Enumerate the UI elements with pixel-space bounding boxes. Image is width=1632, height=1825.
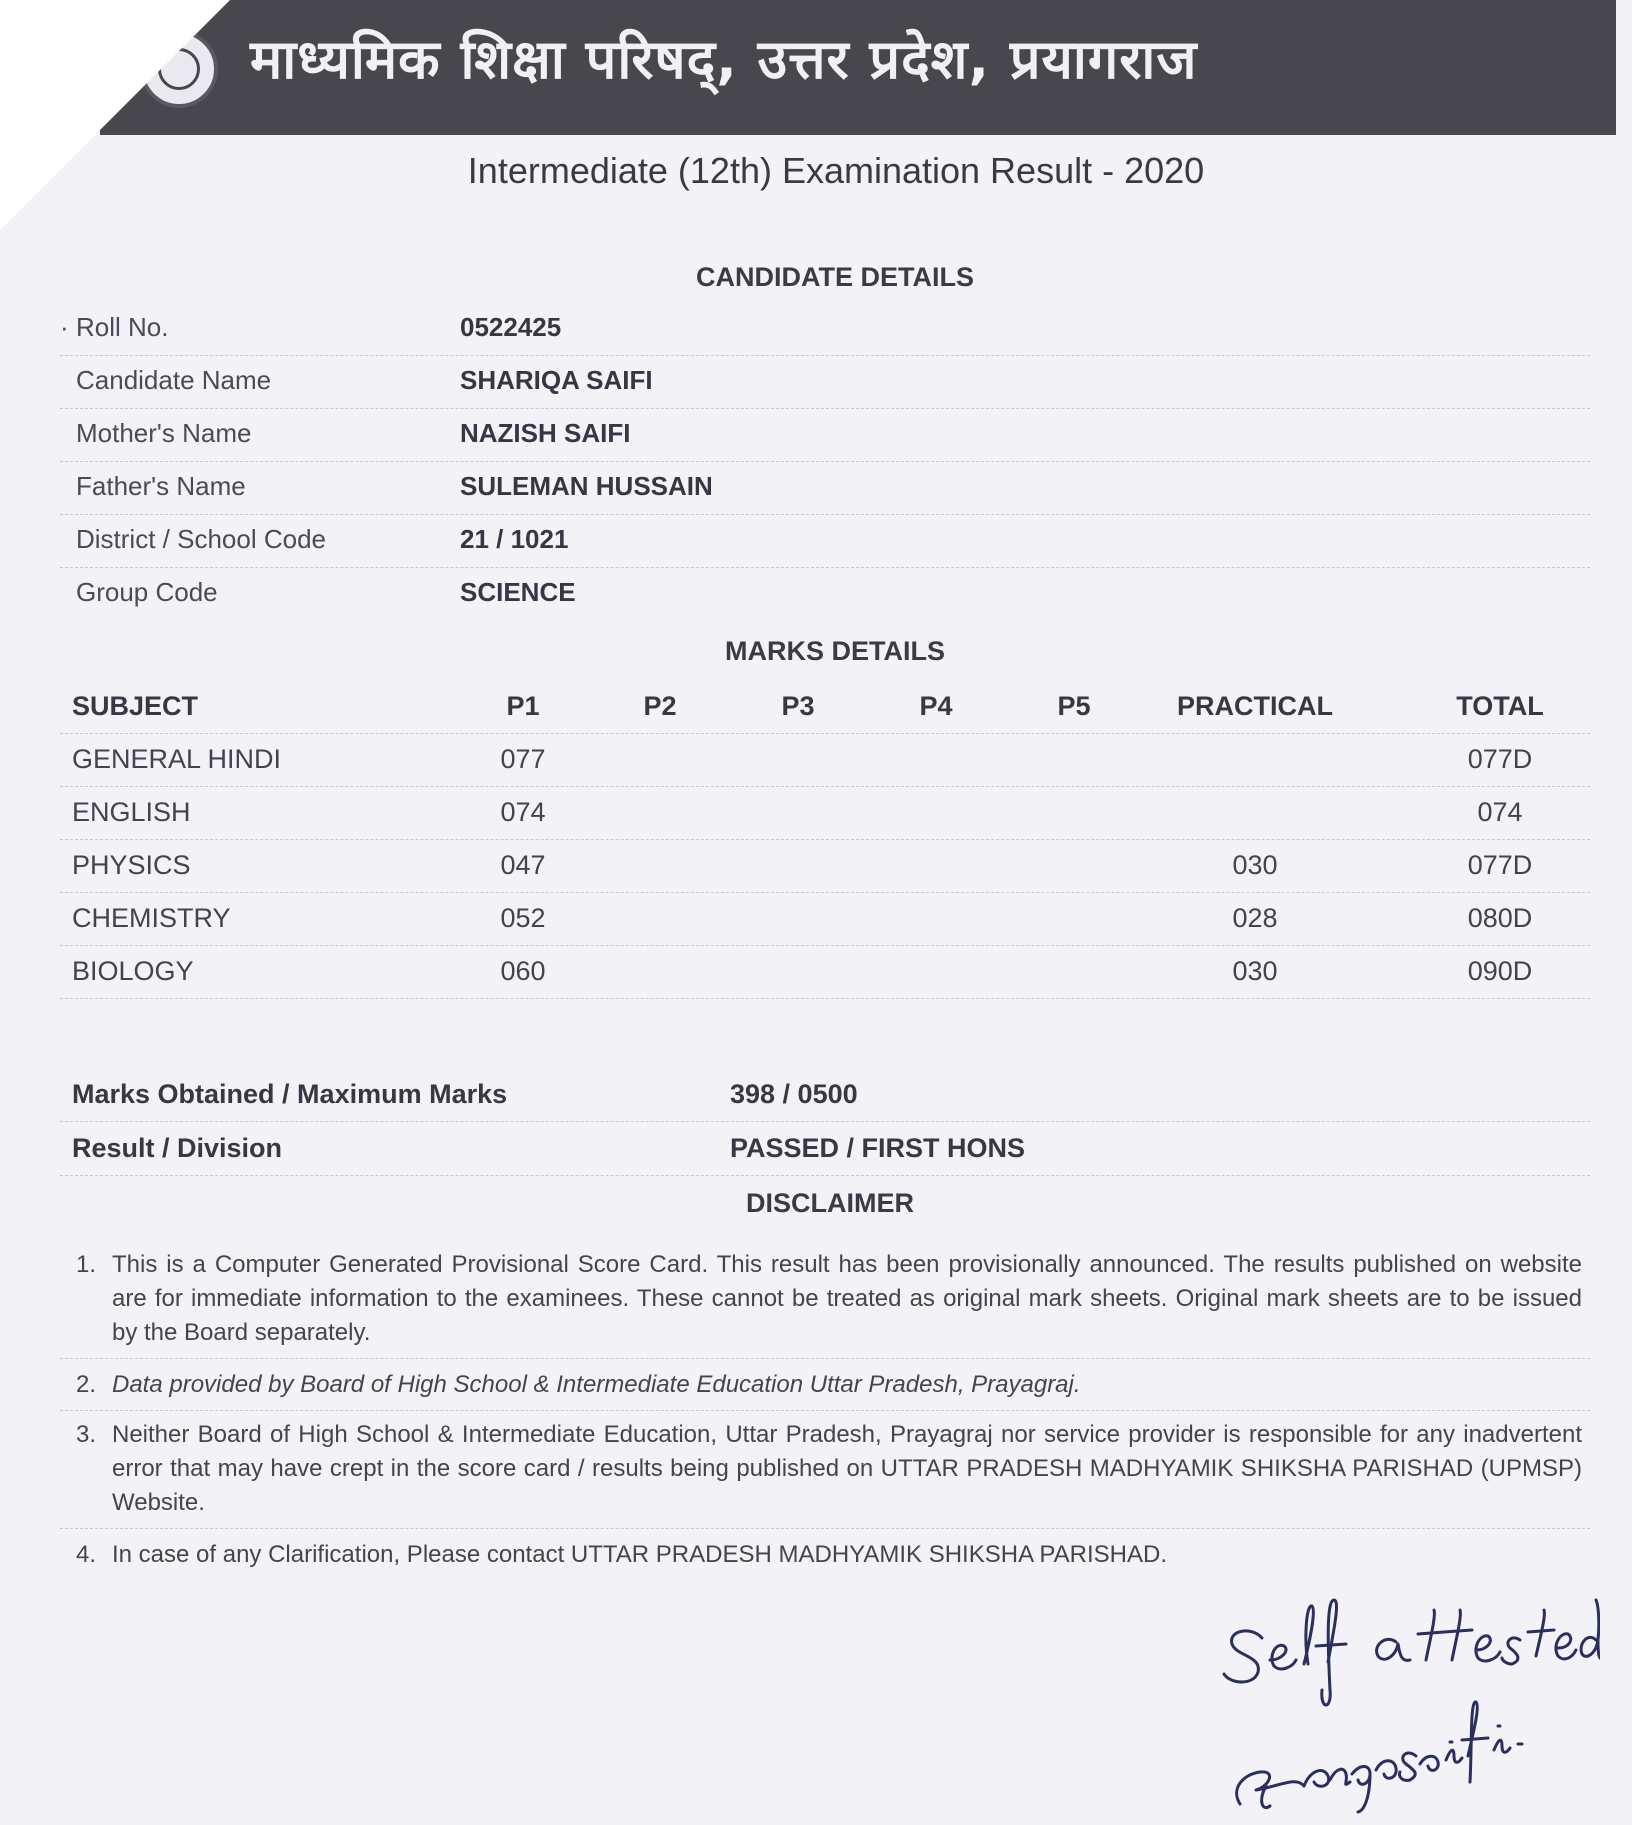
marks-summary-row bbox=[60, 1068, 1590, 1122]
disclaimer-number: 4. bbox=[76, 1541, 97, 1568]
subject-cell: ENGLISH bbox=[72, 797, 191, 827]
disclaimer-text: Data provided by Board of High School & Intermediate Education Uttar Pradesh, Prayagraj. bbox=[112, 1371, 1081, 1398]
handwritten-signature bbox=[1200, 1560, 1600, 1820]
candidate-value: SULEMAN HUSSAIN bbox=[460, 471, 713, 501]
p1-cell: 060 bbox=[500, 956, 546, 986]
subject-cell: PHYSICS bbox=[72, 850, 191, 880]
col-p3-header: P3 bbox=[781, 691, 815, 721]
p1-cell: 074 bbox=[500, 797, 546, 827]
marks-summary-value: 398 / 0500 bbox=[730, 1079, 858, 1109]
col-practical-header: PRACTICAL bbox=[1177, 691, 1333, 721]
candidate-label: Candidate Name bbox=[76, 365, 272, 395]
p1-cell: 047 bbox=[500, 850, 546, 880]
candidate-value: SCIENCE bbox=[460, 577, 576, 607]
candidate-value: SHARIQA SAIFI bbox=[460, 365, 653, 395]
disclaimer-text: This is a Computer Generated Provisional Score Card. This result has been provisionally announced. The results published on website are for immediate information to the examinees. These cannot be treated as original mark sheets. Original mark sheets are to be issued by the Board separately. bbox=[112, 1251, 1582, 1346]
total-cell: 090D bbox=[1467, 956, 1533, 986]
candidate-row-group bbox=[60, 567, 1590, 620]
col-subject-header: SUBJECT bbox=[72, 691, 199, 721]
disclaimer-item bbox=[60, 1248, 1590, 1359]
bullet-mark: · bbox=[60, 312, 69, 342]
disclaimer-number: 3. bbox=[76, 1421, 97, 1448]
exam-title: Intermediate (12th) Examination Result - 2020 bbox=[467, 150, 1205, 191]
total-cell: 080D bbox=[1467, 903, 1533, 933]
disclaimer-text: Neither Board of High School & Intermediate Education, Uttar Pradesh, Prayagraj nor service provider is responsible for any inadvertent error that may have crept in the score card / results being published on UTTAR PRADESH MADHYAMIK SHIKSHA PARISHAD (UPMSP) Website. bbox=[112, 1421, 1582, 1516]
total-cell: 074 bbox=[1477, 797, 1523, 827]
practical-cell: 028 bbox=[1232, 903, 1278, 933]
p1-cell: 052 bbox=[500, 903, 546, 933]
result-row bbox=[60, 1122, 1590, 1176]
candidate-row-name bbox=[60, 355, 1590, 409]
total-cell: 077D bbox=[1467, 850, 1533, 880]
col-total-header: TOTAL bbox=[1456, 691, 1544, 721]
torn-corner bbox=[0, 0, 230, 230]
candidate-label: Roll No. bbox=[76, 312, 169, 342]
candidate-row-roll bbox=[60, 302, 1590, 356]
result-label: Result / Division bbox=[72, 1133, 283, 1163]
subject-cell: GENERAL HINDI bbox=[72, 744, 282, 774]
disclaimer-number: 1. bbox=[76, 1251, 97, 1278]
col-p2-header: P2 bbox=[643, 691, 677, 721]
disclaimer-item bbox=[60, 1368, 1590, 1411]
candidate-value: NAZISH SAIFI bbox=[460, 418, 631, 448]
table-row bbox=[60, 892, 1590, 946]
header-band bbox=[100, 0, 1616, 135]
col-p1-header: P1 bbox=[506, 691, 540, 721]
disclaimer-text: In case of any Clarification, Please contact UTTAR PRADESH MADHYAMIK SHIKSHA PARISHAD. bbox=[112, 1541, 1168, 1568]
col-p5-header: P5 bbox=[1057, 691, 1091, 721]
candidate-value: 21 / 1021 bbox=[460, 524, 569, 554]
result-value: PASSED / FIRST HONS bbox=[730, 1133, 1026, 1163]
marks-header-row bbox=[60, 680, 1590, 734]
table-row bbox=[60, 945, 1590, 999]
candidate-value: 0522425 bbox=[460, 312, 562, 342]
disclaimer-number: 2. bbox=[76, 1371, 97, 1398]
board-name: माध्यमिक शिक्षा परिषद्, उत्तर प्रदेश, प्रयागराज bbox=[250, 28, 1198, 91]
marks-section-title: MARKS DETAILS bbox=[725, 636, 945, 666]
candidate-label: Mother's Name bbox=[76, 418, 252, 448]
table-row bbox=[60, 733, 1590, 787]
candidate-row-mother bbox=[60, 408, 1590, 462]
col-p4-header: P4 bbox=[919, 691, 953, 721]
candidate-section-title: CANDIDATE DETAILS bbox=[696, 262, 974, 292]
table-row bbox=[60, 839, 1590, 893]
practical-cell: 030 bbox=[1232, 850, 1278, 880]
candidate-row-school bbox=[60, 514, 1590, 568]
marks-summary-label: Marks Obtained / Maximum Marks bbox=[72, 1079, 508, 1109]
subject-cell: CHEMISTRY bbox=[72, 903, 231, 933]
total-cell: 077D bbox=[1467, 744, 1533, 774]
candidate-row-father bbox=[60, 461, 1590, 515]
disclaimer-title: DISCLAIMER bbox=[746, 1188, 914, 1218]
subject-cell: BIOLOGY bbox=[72, 956, 194, 986]
candidate-label: Group Code bbox=[76, 577, 218, 607]
table-row bbox=[60, 786, 1590, 840]
candidate-label: Father's Name bbox=[76, 471, 246, 501]
p1-cell: 077 bbox=[500, 744, 546, 774]
practical-cell: 030 bbox=[1232, 956, 1278, 986]
candidate-label: District / School Code bbox=[76, 524, 326, 554]
disclaimer-item bbox=[60, 1418, 1590, 1529]
